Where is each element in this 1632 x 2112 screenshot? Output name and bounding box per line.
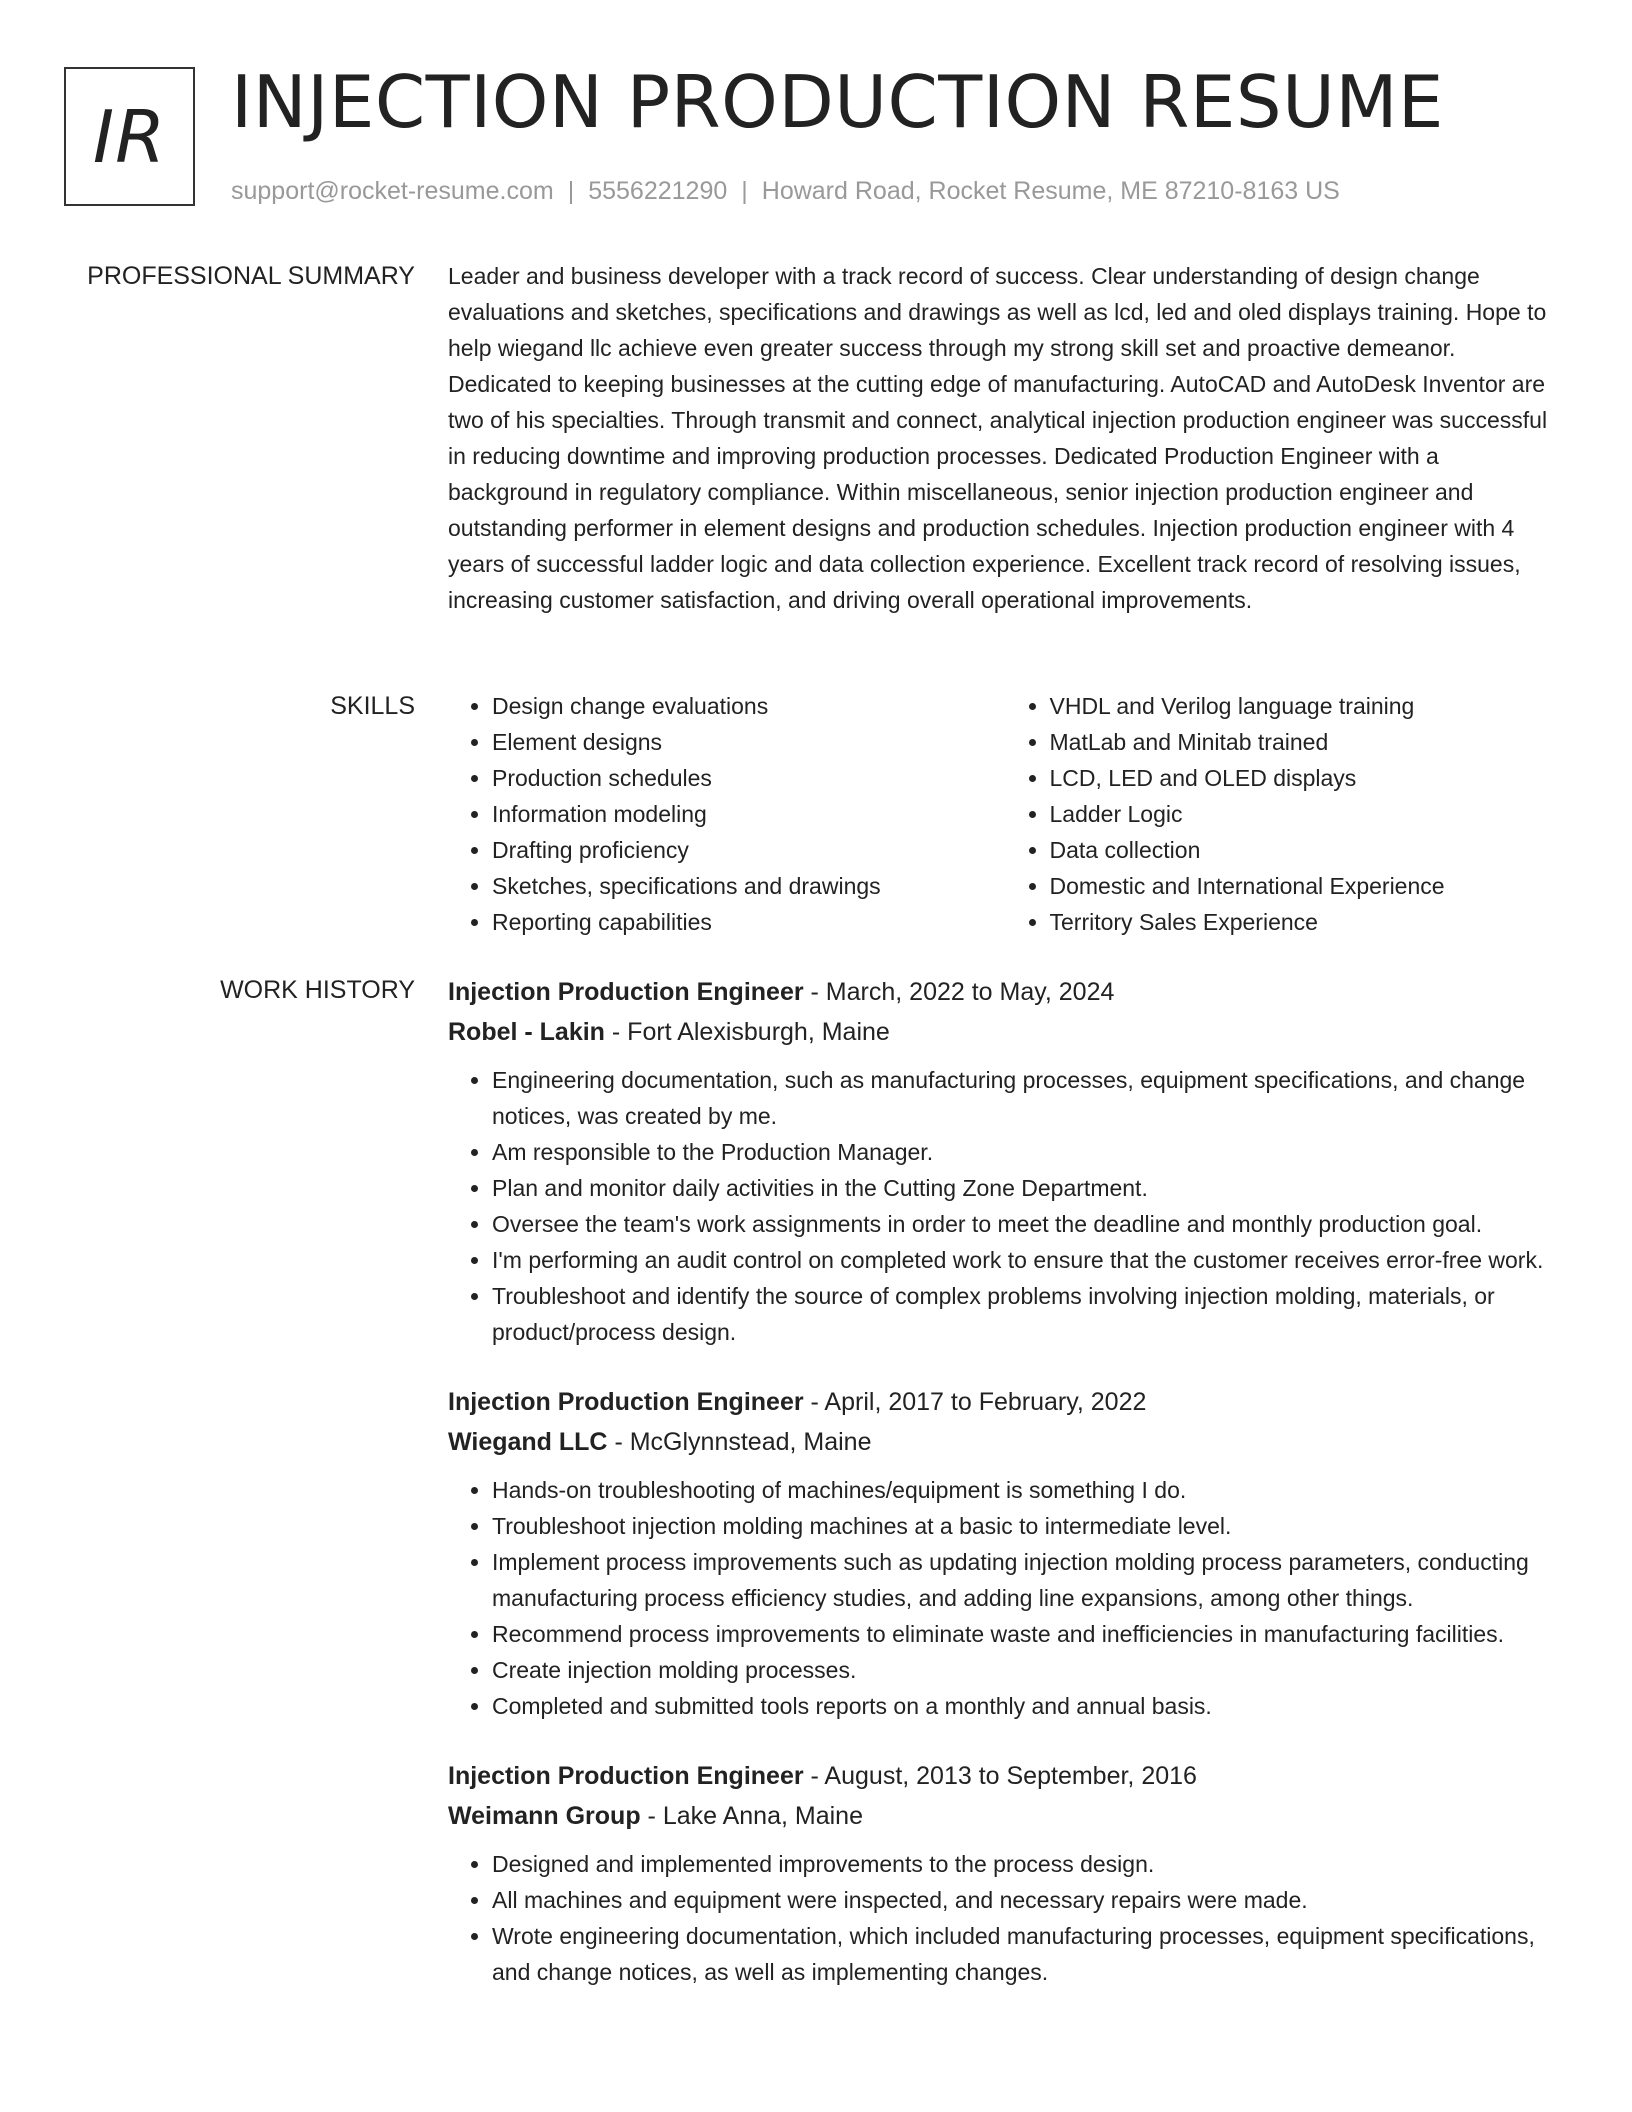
skill-item: • Design change evaluations xyxy=(492,688,1006,724)
job-dates: - August, 2013 to September, 2016 xyxy=(803,1762,1197,1790)
contact-separator: | xyxy=(567,177,575,205)
job-bullet: • Completed and submitted tools reports on a monthly and annual basis. xyxy=(492,1688,1563,1724)
skill-item: • Drafting proficiency xyxy=(492,832,1006,868)
contact-separator: | xyxy=(741,177,748,205)
contact-phone[interactable]: 5556221290 xyxy=(588,177,728,205)
work-history-body xyxy=(448,972,1563,2022)
skill-item: • VHDL and Verilog language training xyxy=(1050,688,1564,724)
job-location: - Fort Alexisburgh, Maine xyxy=(604,1018,890,1046)
job-role: Injection Production Engineer xyxy=(448,1388,804,1416)
job-company-line xyxy=(448,1012,1563,1052)
summary-body xyxy=(448,258,1563,618)
job-entry xyxy=(448,1756,1563,1990)
job-bullets xyxy=(448,1846,1563,1990)
job-entry xyxy=(448,972,1563,1350)
job-role: Injection Production Engineer xyxy=(448,1762,804,1790)
job-bullet: • Troubleshoot and identify the source of complex problems involving injection molding, materials, or product/process design. xyxy=(492,1278,1563,1350)
job-dates: - April, 2017 to February, 2022 xyxy=(803,1388,1147,1416)
job-company: Robel - Lakin xyxy=(448,1018,605,1046)
skills-list-left xyxy=(448,688,1006,940)
monogram-logo: IR xyxy=(64,67,195,206)
job-bullet: • Designed and implemented improvements to the process design. xyxy=(492,1846,1563,1882)
job-bullet: • All machines and equipment were inspected, and necessary repairs were made. xyxy=(492,1882,1563,1918)
job-bullet: • Plan and monitor daily activities in the Cutting Zone Department. xyxy=(492,1170,1563,1206)
job-bullet: • Hands-on troubleshooting of machines/equipment is something I do. xyxy=(492,1472,1563,1508)
job-bullet: • Wrote engineering documentation, which included manufacturing processes, equipment specifications, and change notices, as well as implementing changes. xyxy=(492,1918,1563,1990)
skill-item: • Element designs xyxy=(492,724,1006,760)
job-bullets xyxy=(448,1472,1563,1724)
skill-item: • LCD, LED and OLED displays xyxy=(1050,760,1564,796)
skill-item: • Sketches, specifications and drawings xyxy=(492,868,1006,904)
section-label-skills: SKILLS xyxy=(330,692,415,720)
job-title-line xyxy=(448,1382,1563,1422)
section-label-summary: PROFESSIONAL SUMMARY xyxy=(87,262,415,290)
skills-body xyxy=(448,688,1563,940)
skill-item: • Domestic and International Experience xyxy=(1050,868,1564,904)
job-title-line xyxy=(448,972,1563,1012)
job-entry xyxy=(448,1382,1563,1724)
skill-item: • MatLab and Minitab trained xyxy=(1050,724,1564,760)
job-bullet: • Oversee the team's work assignments in order to meet the deadline and monthly production goal. xyxy=(492,1206,1563,1242)
summary-text: Leader and business developer with a track record of success. Clear understanding of design change evaluations and sketches, specifications and drawings as well as lcd, led and oled displays training. Hope to help wiegand llc achieve even greater success through my strong skill set and proactive demeanor. Dedicated to keeping businesses at the cutting edge of manufacturing. AutoCAD and AutoDesk Inventor are two of his specialties. Through transmit and connect, analytical injection production engineer was successful in reducing downtime and improving production processes. Dedicated Production Engineer with a background in regulatory compliance. Within miscellaneous, senior injection production engineer and outstanding performer in element designs and production schedules. Injection production engineer with 4 years of successful ladder logic and data collection experience. Excellent track record of resolving issues, increasing customer satisfaction, and driving overall operational improvements. xyxy=(448,263,1548,613)
job-dates: - March, 2022 to May, 2024 xyxy=(803,978,1115,1006)
job-bullet: • Am responsible to the Production Manager. xyxy=(492,1134,1563,1170)
job-bullet: • Troubleshoot injection molding machines at a basic to intermediate level. xyxy=(492,1508,1563,1544)
job-bullet: • Recommend process improvements to eliminate waste and inefficiencies in manufacturing facilities. xyxy=(492,1616,1563,1652)
job-company-line xyxy=(448,1796,1563,1836)
contact-email[interactable]: support@rocket-resume.com xyxy=(231,177,554,205)
job-role: Injection Production Engineer xyxy=(448,978,804,1006)
job-company-line xyxy=(448,1422,1563,1462)
job-title-line xyxy=(448,1756,1563,1796)
job-bullets xyxy=(448,1062,1563,1350)
section-label-work-history: WORK HISTORY xyxy=(220,976,415,1004)
contact-address: Howard Road, Rocket Resume, ME 87210-8163 US xyxy=(761,177,1340,205)
job-company: Wiegand LLC xyxy=(448,1428,608,1456)
page-title: INJECTION PRODUCTION RESUME xyxy=(231,60,1444,144)
skill-item: • Ladder Logic xyxy=(1050,796,1564,832)
job-bullet: • Engineering documentation, such as manufacturing processes, equipment specifications, and change notices, was created by me. xyxy=(492,1062,1563,1134)
job-location: - McGlynnstead, Maine xyxy=(607,1428,872,1456)
job-bullet: • I'm performing an audit control on completed work to ensure that the customer receives error-free work. xyxy=(492,1242,1563,1278)
skill-item: • Production schedules xyxy=(492,760,1006,796)
skill-item: • Territory Sales Experience xyxy=(1050,904,1564,940)
skill-item: • Information modeling xyxy=(492,796,1006,832)
job-bullet: • Create injection molding processes. xyxy=(492,1652,1563,1688)
contact-line xyxy=(231,174,1340,208)
job-bullet: • Implement process improvements such as updating injection molding process parameters, conducting manufacturing process efficiency studies, and adding line expansions, among other things. xyxy=(492,1544,1563,1616)
job-location: - Lake Anna, Maine xyxy=(640,1802,863,1830)
job-company: Weimann Group xyxy=(448,1802,641,1830)
skill-item: • Reporting capabilities xyxy=(492,904,1006,940)
skill-item: • Data collection xyxy=(1050,832,1564,868)
skills-list-right xyxy=(1006,688,1564,940)
